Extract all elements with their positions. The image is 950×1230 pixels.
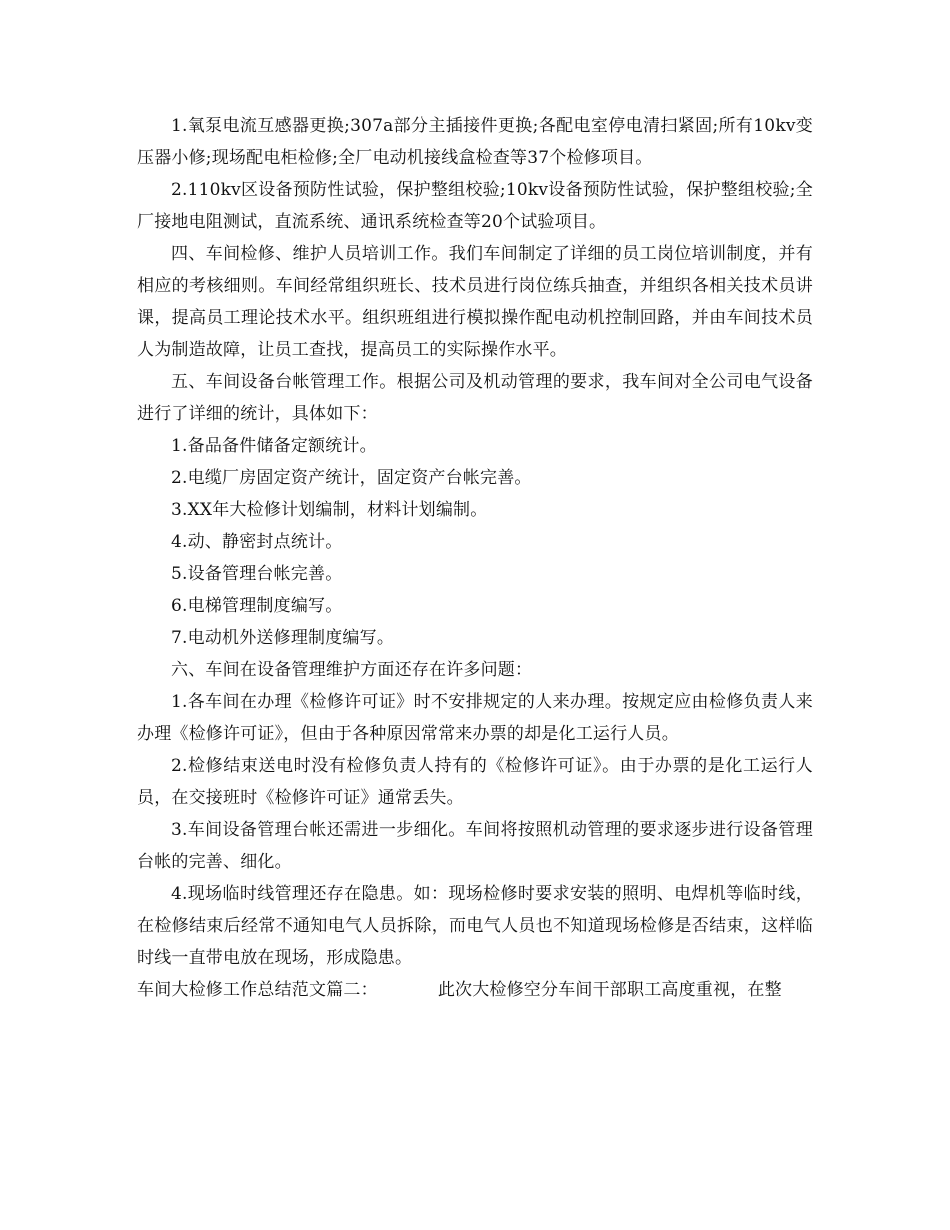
problem-item: 3.车间设备管理台帐还需进一步细化。车间将按照机动管理的要求逐步进行设备管理台帐的完善、细化。 [137, 820, 813, 872]
list-item: 4.动、静密封点统计。 [171, 532, 343, 552]
list-item: 6.电梯管理制度编写。 [171, 596, 343, 616]
problem-item: 4.现场临时线管理还存在隐患。如：现场检修时要求安装的照明、电焊机等临时线，在检修结束后经常不通知电气人员拆除，而电气人员也不知道现场检修是否结束，这样临时线一直带电放在现场，形成隐患。 [137, 884, 813, 968]
document-body [137, 110, 813, 1006]
problem-item: 2.检修结束送电时没有检修负责人持有的《检修许可证》。由于办票的是化工运行人员，在交接班时《检修许可证》通常丢失。 [137, 756, 813, 808]
problem-item: 1.各车间在办理《检修许可证》时不安排规定的人来办理。按规定应由检修负责人来办理《检修许可证》，但由于各种原因常常来办票的却是化工运行人员。 [137, 692, 813, 744]
paragraph-maintenance-items: 1.氧泵电流互感器更换;307a部分主插接件更换;各配电室停电清扫紧固;所有10kv变压器小修;现场配电柜检修;全厂电动机接线盒检查等37个检修项目。 [137, 116, 813, 168]
section-two-text: 此次大检修空分车间干部职工高度重视，在整 [437, 980, 782, 1000]
list-item: 7.电动机外送修理制度编写。 [171, 628, 395, 648]
list-item: 5.设备管理台帐完善。 [171, 564, 343, 584]
paragraph-problems-heading: 六、车间在设备管理维护方面还存在许多问题： [171, 660, 533, 680]
list-item: 1.备品备件储备定额统计。 [171, 436, 377, 456]
paragraph-ledger-management: 五、车间设备台帐管理工作。根据公司及机动管理的要求，我车间对全公司电气设备进行了详细的统计，具体如下： [137, 372, 813, 424]
list-item: 3.XX年大检修计划编制，材料计划编制。 [171, 500, 488, 520]
list-item: 2.电缆厂房固定资产统计，固定资产台帐完善。 [171, 468, 532, 488]
paragraph-training: 四、车间检修、维护人员培训工作。我们车间制定了详细的员工岗位培训制度，并有相应的考核细则。车间经常组织班长、技术员进行岗位练兵抽查，并组织各相关技术员讲课，提高员工理论技术水平。组织班组进行模拟操作配电动机控制回路，并由车间技术员人为制造故障，让员工查找，提高员工的实际操作水平。 [137, 244, 813, 360]
section-two-heading: 车间大检修工作总结范文篇二： [137, 980, 378, 1000]
paragraph-test-items: 2.110kv区设备预防性试验，保护整组校验;10kv设备预防性试验，保护整组校验;全厂接地电阻测试，直流系统、通讯系统检查等20个试验项目。 [137, 180, 813, 232]
section-two-line [137, 974, 813, 1006]
